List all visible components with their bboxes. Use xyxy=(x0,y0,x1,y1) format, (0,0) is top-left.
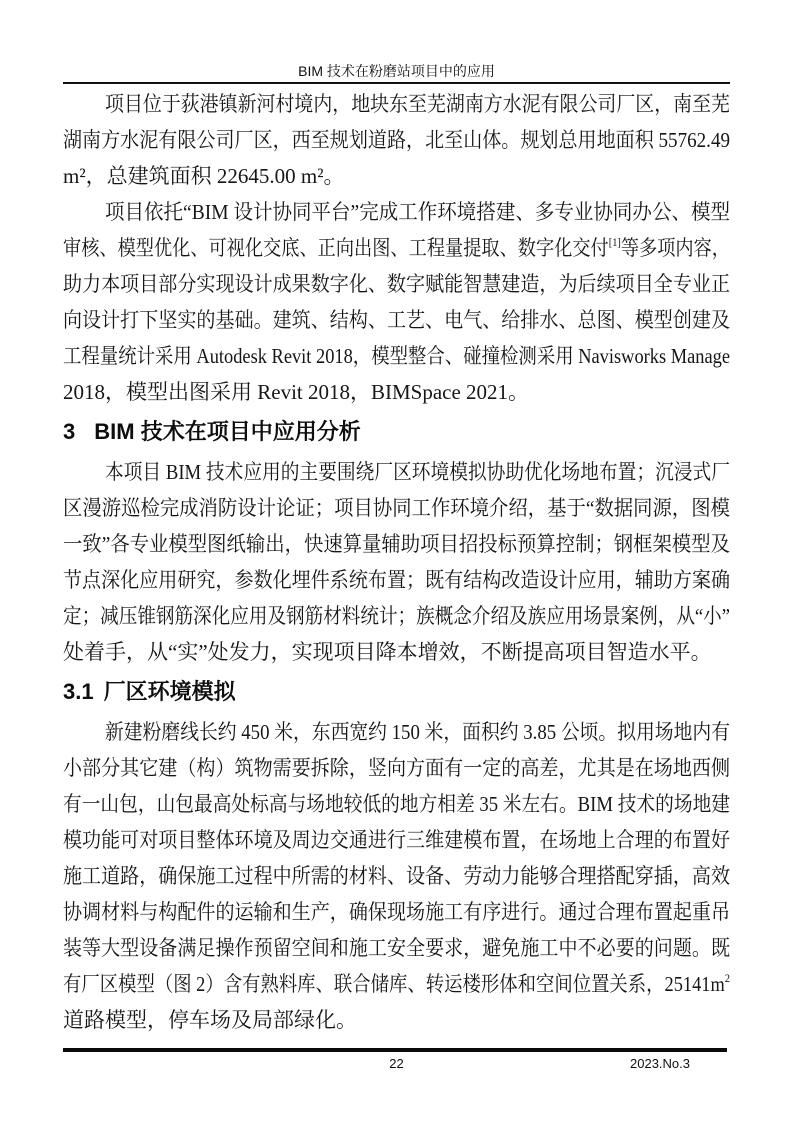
section-number: 3 xyxy=(63,419,76,444)
text-line: 本项目 BIM 技术应用的主要围绕厂区环境模拟协助优化场地布置；沉浸式厂 xyxy=(105,460,730,484)
issue-label: 2023.No.3 xyxy=(630,1056,690,1071)
text-line: 模功能可对项目整体环境及周边交通进行三维建模布置，在场地上合理的布置好 xyxy=(63,828,730,852)
paragraph xyxy=(63,194,730,410)
text-line: m²，总建筑面积 22645.00 m²。 xyxy=(63,164,345,188)
section-heading xyxy=(63,410,730,454)
text-line: 协调材料与构配件的运输和生产，确保现场施工有序进行。通过合理布置起重吊 xyxy=(63,900,730,924)
text-line: 施工道路，确保施工过程中所需的材料、设备、劳动力能够合理搭配穿插，高效 xyxy=(63,864,730,888)
section-title: BIM 技术在项目中应用分析 xyxy=(94,419,361,444)
running-head: BIM 技术在粉磨站项目中的应用 xyxy=(298,63,495,79)
paragraph xyxy=(63,714,730,1038)
subsection-title: 厂区环境模拟 xyxy=(103,679,236,704)
text-line: 助力本项目部分实现设计成果数字化、数字赋能智慧建造，为后续项目全专业正 xyxy=(63,272,730,296)
square-meter-superscript: 2 xyxy=(724,971,730,985)
text-line: 区漫游巡检完成消防设计论证；项目协同工作环境介绍，基于“数据同源，图模 xyxy=(63,496,730,520)
subsection-number: 3.1 xyxy=(63,679,94,704)
text-line: 一致”各专业模型图纸输出，快速算量辅助项目招投标预算控制；钢框架模型及 xyxy=(63,532,730,556)
text-line: 项目依托“BIM 设计协同平台”完成工作环境搭建、多专业协同办公、模型 xyxy=(105,200,730,224)
text-line: 项目位于荻港镇新河村境内，地块东至芜湖南方水泥有限公司厂区，南至芜 xyxy=(105,92,730,116)
text-line: 工程量统计采用 Autodesk Revit 2018，模型整合、碰撞检测采用 Navisworks Manage xyxy=(63,344,730,368)
text-line: 湖南方水泥有限公司厂区，西至规划道路，北至山体。规划总用地面积 55762.49 xyxy=(63,128,730,152)
paragraph xyxy=(63,86,730,194)
text-line: 新建粉磨线长约 450 米，东西宽约 150 米，面积约 3.85 公顷。拟用场地内有 xyxy=(105,720,730,744)
paragraph xyxy=(63,454,730,670)
header-rule xyxy=(63,82,730,84)
text-line: 有厂区模型（图 2）含有熟料库、联合储库、转运楼形体和空间位置关系，$25141m^2$ xyxy=(63,971,730,996)
citation-superscript: [1] xyxy=(608,235,621,249)
page-number: 22 xyxy=(389,1056,404,1071)
text-line: 小部分其它建（构）筑物需要拆除，竖向方面有一定的高差，尤其是在场地西侧 xyxy=(63,756,730,780)
text-line: 2018，模型出图采用 Revit 2018，BIMSpace 2021。 xyxy=(63,380,530,404)
text-line: 节点深化应用研究，参数化埋件系统布置；既有结构改造设计应用，辅助方案确 xyxy=(63,568,730,592)
footer-rule xyxy=(63,1048,727,1052)
text-line: 道路模型，停车场及局部绿化。 xyxy=(63,1008,357,1032)
text-line: 装等大型设备满足操作预留空间和施工安全要求，避免施工中不必要的问题。既 xyxy=(63,936,730,960)
text-line: 向设计打下坚实的基础。建筑、结构、工艺、电气、给排水、总图、模型创建及 xyxy=(63,308,730,332)
text-line: 处着手，从“实”处发力，实现项目降本增效，不断提高项目智造水平。 xyxy=(63,640,712,664)
body-text xyxy=(63,86,730,1038)
text-line: 有一山包，山包最高处标高与场地较低的地方相差 35 米左右。BIM 技术的场地建 xyxy=(63,792,730,816)
text-line: 定；减压锥钢筋深化应用及钢筋材料统计；族概念介绍及族应用场景案例，从“小” xyxy=(63,604,730,628)
subsection-heading xyxy=(63,670,730,714)
text-line: 审核、模型优化、可视化交底、正向出图、工程量提取、数字化交付[1]等多项内容， xyxy=(63,235,730,260)
